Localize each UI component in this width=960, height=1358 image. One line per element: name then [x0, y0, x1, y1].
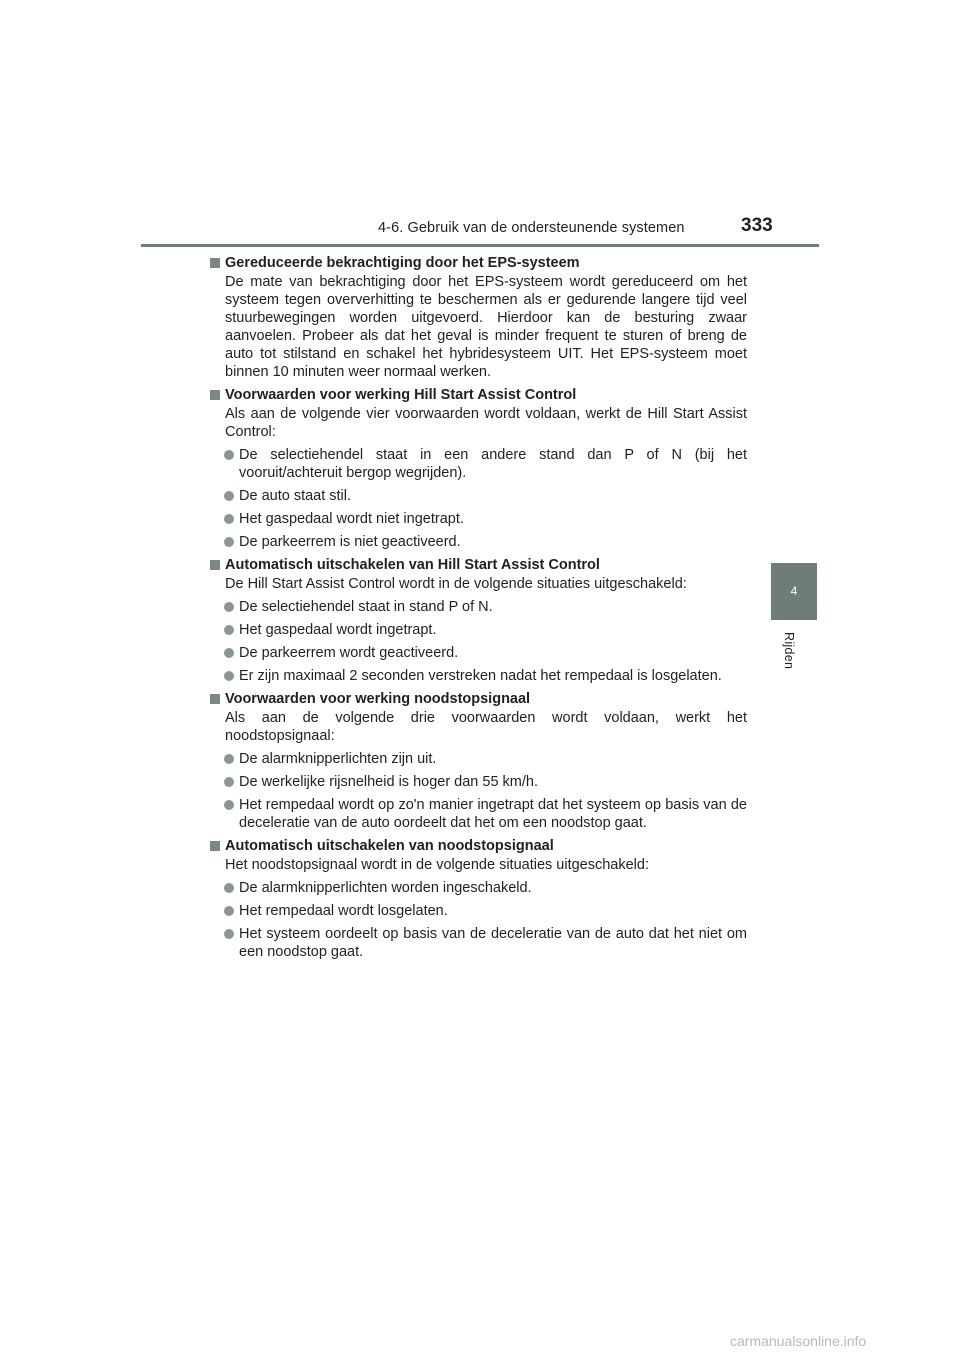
list-item-text: De alarmknipperlichten worden ingeschakeld.: [239, 880, 532, 896]
section-heading: [209, 556, 747, 574]
square-bullet-icon: [210, 841, 220, 851]
section-heading: [209, 386, 747, 404]
circle-bullet-icon: [224, 625, 234, 635]
section-emergency-stop-cancel: [209, 837, 747, 961]
content-body: [209, 254, 747, 966]
header-rule: [141, 244, 819, 247]
section-heading-text: Gereduceerde bekrachtiging door het EPS-systeem: [225, 255, 580, 271]
section-paragraph: De mate van bekrachtiging door het EPS-systeem wordt gereduceerd om het systeem tegen oververhitting te beschermen als er gedurende langere tijd veel stuurbewegingen worden uitgevoerd. Hierdoor kan de besturing zwaar aanvoelen. Probeer als dat het geval is minder frequent te sturen of breng de auto tot stilstand en schakel het hybridesysteem UIT. Het EPS-systeem moet binnen 10 minuten weer normaal werken.: [225, 274, 747, 380]
section-hill-start-conditions: [209, 386, 747, 551]
list-item-text: De auto staat stil.: [239, 488, 352, 504]
list-item-text: Het rempedaal wordt op zo'n manier ingetrapt dat het systeem op basis van de deceleratie van de auto oordeelt dat het om een noodstop gaat.: [239, 797, 747, 831]
list-item: [209, 879, 747, 897]
circle-bullet-icon: [224, 450, 234, 460]
section-heading: [209, 254, 747, 272]
section-paragraph: De Hill Start Assist Control wordt in de volgende situaties uitgeschakeld:: [225, 576, 687, 592]
circle-bullet-icon: [224, 537, 234, 547]
circle-bullet-icon: [224, 883, 234, 893]
section-heading-text: Automatisch uitschakelen van noodstopsignaal: [225, 838, 554, 854]
circle-bullet-icon: [224, 671, 234, 681]
list-item: [209, 446, 747, 482]
section-heading-text: Voorwaarden voor werking noodstopsignaal: [225, 691, 531, 707]
section-paragraph: Als aan de volgende drie voorwaarden wordt voldaan, werkt het noodstopsignaal:: [225, 710, 747, 744]
section-hill-start-cancel: [209, 556, 747, 685]
bullet-list: [209, 750, 747, 832]
list-item-text: De parkeerrem wordt geactiveerd.: [239, 645, 459, 661]
circle-bullet-icon: [224, 906, 234, 916]
page-header-title: 4-6. Gebruik van de ondersteunende systemen: [378, 220, 685, 236]
list-item: [209, 750, 747, 768]
list-item-text: Het gaspedaal wordt niet ingetrapt.: [239, 511, 464, 527]
section-eps: [209, 254, 747, 381]
section-heading-text: Automatisch uitschakelen van Hill Start Assist Control: [225, 557, 600, 573]
list-item: [209, 644, 747, 662]
list-item: [209, 533, 747, 551]
circle-bullet-icon: [224, 800, 234, 810]
chapter-tab[interactable]: 4: [771, 563, 817, 620]
list-item: [209, 487, 747, 505]
circle-bullet-icon: [224, 602, 234, 612]
circle-bullet-icon: [224, 648, 234, 658]
list-item-text: De parkeerrem is niet geactiveerd.: [239, 534, 461, 550]
list-item: [209, 773, 747, 791]
section-heading: [209, 690, 747, 708]
list-item-text: De werkelijke rijsnelheid is hoger dan 55 km/h.: [239, 774, 539, 790]
bullet-list: [209, 879, 747, 961]
bullet-list: [209, 598, 747, 685]
circle-bullet-icon: [224, 754, 234, 764]
list-item-text: Het systeem oordeelt op basis van de deceleratie van de auto dat het niet om een noodstop gaat.: [239, 926, 747, 960]
list-item: [209, 598, 747, 616]
page-number: 333: [741, 215, 773, 236]
square-bullet-icon: [210, 390, 220, 400]
list-item: [209, 621, 747, 639]
square-bullet-icon: [210, 694, 220, 704]
circle-bullet-icon: [224, 514, 234, 524]
section-paragraph: Als aan de volgende vier voorwaarden wordt voldaan, werkt de Hill Start Assist Control:: [225, 406, 747, 440]
circle-bullet-icon: [224, 491, 234, 501]
square-bullet-icon: [210, 560, 220, 570]
circle-bullet-icon: [224, 777, 234, 787]
chapter-label: Rijden: [782, 632, 796, 670]
watermark[interactable]: carmanualsonline.info: [730, 1333, 867, 1349]
section-heading: [209, 837, 747, 855]
list-item-text: Het gaspedaal wordt ingetrapt.: [239, 622, 437, 638]
square-bullet-icon: [210, 258, 220, 268]
list-item: [209, 902, 747, 920]
list-item: [209, 510, 747, 528]
list-item-text: De selectiehendel staat in een andere stand dan P of N (bij het vooruit/achteruit bergop wegrijden).: [239, 447, 747, 481]
list-item-text: De alarmknipperlichten zijn uit.: [239, 751, 437, 767]
list-item: [209, 925, 747, 961]
list-item: [209, 796, 747, 832]
list-item-text: Er zijn maximaal 2 seconden verstreken nadat het rempedaal is losgelaten.: [239, 668, 722, 684]
section-paragraph: Het noodstopsignaal wordt in de volgende situaties uitgeschakeld:: [225, 857, 649, 873]
bullet-list: [209, 446, 747, 551]
section-emergency-stop-conditions: [209, 690, 747, 832]
list-item-text: Het rempedaal wordt losgelaten.: [239, 903, 448, 919]
section-heading-text: Voorwaarden voor werking Hill Start Assist Control: [225, 387, 577, 403]
circle-bullet-icon: [224, 929, 234, 939]
list-item: [209, 667, 747, 685]
list-item-text: De selectiehendel staat in stand P of N.: [239, 599, 493, 615]
